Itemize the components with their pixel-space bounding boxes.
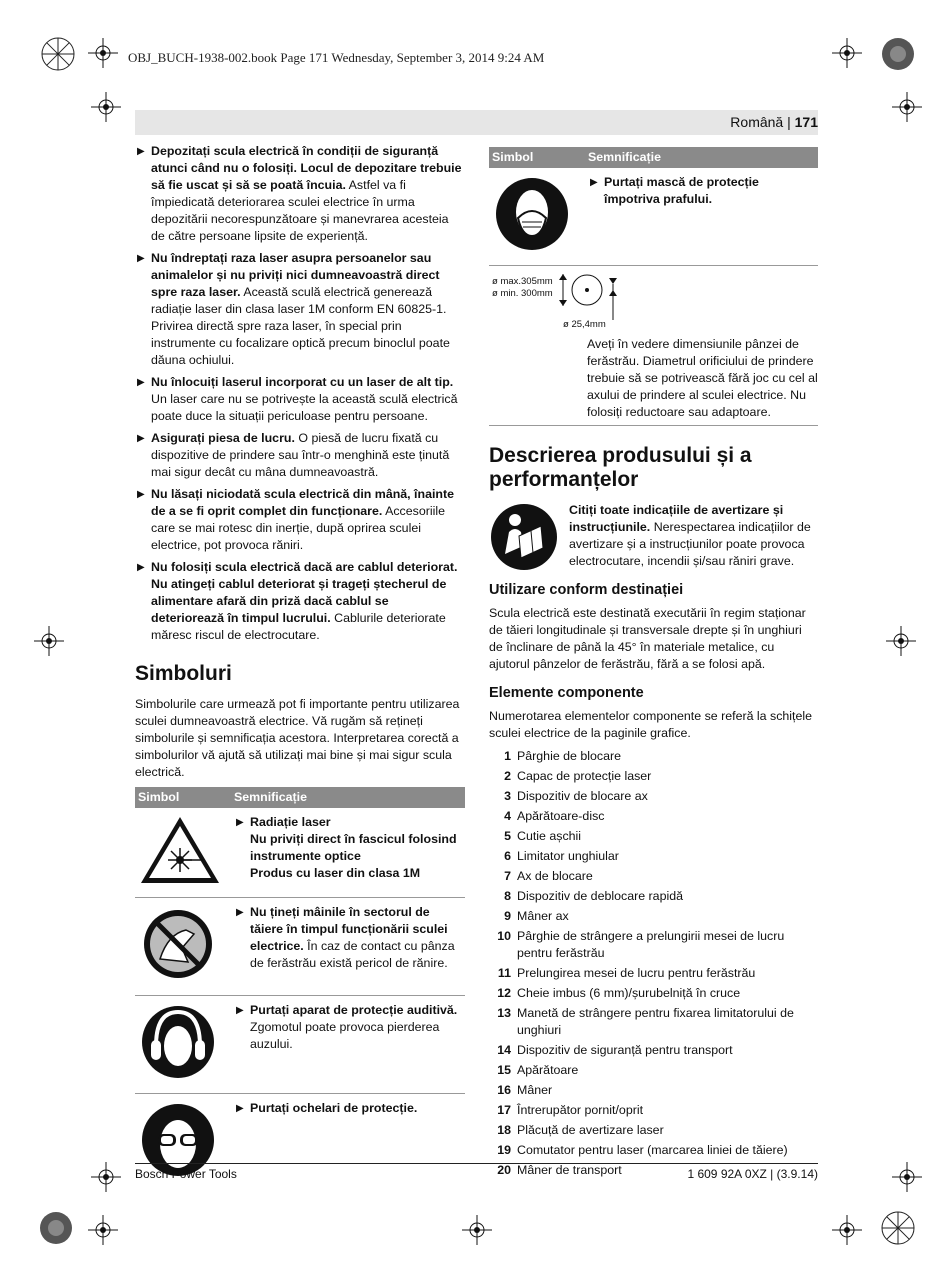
crosshair-icon [886,626,916,656]
symbol-table-right: Simbol Semnificație ▶ Purtați mască de protecție împotriva prafului. [489,147,818,266]
list-item: 20 Mâner de transport [497,1163,622,1177]
bullet-triangle-icon: ▶ [137,433,145,444]
blade-dimension-figure [489,266,818,328]
dust-mask-icon [492,174,572,254]
registration-mark-bottom-right [880,1210,916,1246]
list-item: 15 Apărătoare [497,1063,579,1077]
crosshair-icon [88,38,118,68]
list-item: 4 Apărătoare-disc [504,809,605,823]
safety-item: ▶ Nu înlocuiți laserul incorporat cu un laser de alt tip. Un laser care nu se potrivește la această sculă electrică poate duce la situații periculoase pentru persoane. [137,375,458,423]
section-title-utilizare: Utilizare conform destinației [489,582,684,598]
list-item: 12 Cheie imbus (6 mm)/șurubelniță în cruce [497,986,741,1000]
list-item: 18 Plăcuță de avertizare laser [497,1123,664,1137]
list-item: 1 Pârghie de blocare [504,749,622,763]
section-title-elemente: Elemente componente [489,685,644,701]
list-item: 3 Dispozitiv de blocare ax [504,789,648,803]
safety-item: ▶ Nu lăsați niciodată scula electrică din mână, înainte de a se fi oprit complet din funcționare. Accesoriile care se mai rotesc din inerție, după oprirea sculei electrice, pot provoca răniri. [137,487,454,552]
crosshair-icon [832,1215,862,1245]
read-manual-icon [489,502,559,572]
footer-brand: Bosch Power Tools [135,1167,237,1181]
crosshair-icon [91,1162,121,1192]
bullet-triangle-icon: ▶ [137,253,145,264]
blade-note: Aveți în vedere dimensiunile pânzei de ferăstrău. Diametrul orificiului de prindere trebuie să se potrivească fără joc cu cel al axului de prindere al sculei electrice. Nu folosiți reductoare sau adaptoare. [587,337,818,419]
blade-bore-diameter: ø 25,4mm [563,319,606,330]
laser-warning-icon [138,814,222,886]
page-number: 171 [794,114,818,130]
crosshair-icon [88,1215,118,1245]
bullet-triangle-icon: ▶ [137,146,145,157]
saw-blade-icon [557,270,627,322]
warning-note: Citiți toate indicațiile de avertizare și instrucțiunile. Nerespectarea indicațiilor de avertizare și a instrucțiunilor poate provoca electrocutare, incendii și/sau răniri grave. [569,503,811,568]
page-header: Română | 171 [730,114,818,130]
col-header-symbol: Simbol [138,790,180,804]
no-hands-icon [138,904,218,984]
blade-min-diameter: ø min. 300mm [492,288,553,299]
safety-item: ▶ Asigurați piesa de lucru. O piesă de lucru fixată cu dispozitive de prindere sau într-o menghină este ținută mai sigur decât cu mâna dumneavoastră. [137,431,450,479]
footer-rule [135,1163,818,1164]
list-item: 11 Prelungirea mesei de lucru pentru ferăstrău [497,966,756,980]
list-item: 9 Mâner ax [504,909,569,923]
crosshair-icon [34,626,64,656]
crosshair-icon [892,92,922,122]
safety-item: ▶ Nu îndreptați raza laser asupra persoanelor sau animalelor și nu priviți nici dumneavoastră direct spre raza laser. Această sculă electrică generează radiație laser din clasa laser 1M conform EN 60825-1. Privirea directă spre raza laser, în special prin instrumente cu focalizare optică precum binoclul poate dăuna ochiului. [137,251,450,367]
list-item: 17 Întrerupător pornit/oprit [497,1103,644,1117]
list-item: 6 Limitator unghiular [504,849,619,863]
list-item: 10 Pârghie de strângere a prelungirii mesei de lucru pentru ferăstrău [497,929,785,960]
footer-code: 1 609 92A 0XZ | (3.9.14) [687,1167,818,1181]
col-header-meaning: Semnificație [588,150,661,164]
crosshair-icon [892,1162,922,1192]
bullet-triangle-icon: ▶ [137,489,145,500]
utilizare-text: Scula electrică este destinată executării în regim staționar de tăieri longitudinale și transversale drepte și în unghiuri de înclinare de până la 45° în materiale metalice, cu ajutorul pânzelor de ferăstrău, fără a se folosi apă. [489,606,806,671]
list-item: 5 Cutie așchii [504,829,582,843]
list-item: 13 Manetă de strângere pentru fixarea limitatorului de unghiuri [497,1006,794,1037]
registration-mark-top-left [40,36,76,72]
list-item: 19 Comutator pentru laser (marcarea liniei de tăiere) [497,1143,788,1157]
print-slug: OBJ_BUCH-1938-002.book Page 171 Wednesday, September 3, 2014 9:24 AM [128,50,545,65]
left-column [135,143,465,1191]
list-item: 16 Mâner [497,1083,553,1097]
right-column [489,147,818,1182]
component-list [489,748,818,1179]
col-header-meaning: Semnificație [234,790,307,804]
safety-item: ▶ Nu folosiți scula electrică dacă are cablul deteriorat. Nu atingeți cablul deteriorat și trageți ștecherul de alimentare afară din priză dacă cablul se deteriorează în timpul lucrului. Cablurile deteriorate măresc riscul de electrocutare. [137,560,458,642]
col-header-symbol: Simbol [492,150,534,164]
symbol-table-left: Simbol Semnificație ▶ Radiație laser Nu priviți direct în fascicul folosind instrumente optice Produs cu laser din clasa 1M ▶ Nu țineți mâinile în sectorul de tăiere în timpul funcționării sculei electrice. În caz de contact cu pânza de ferăstrău există pericol de rănire. ▶ Purtați aparat de protecție auditivă. Zgomotul poate provoca pierderea auzului. ▶ Purtați ochelari de protecție. [135,787,465,1191]
crosshair-icon [91,92,121,122]
section-title-descriere: Descrierea produsului și a performanțelor [489,444,752,491]
list-item: 2 Capac de protecție laser [504,769,652,783]
registration-mark-top-right [880,36,916,72]
header-language: Română [730,114,784,130]
elemente-intro: Numerotarea elementelor componente se referă la schițele sculei electrice de la paginile grafice. [489,709,813,740]
list-item: 14 Dispozitiv de siguranță pentru transport [497,1043,733,1057]
bullet-triangle-icon: ▶ [137,377,145,388]
section-title-simboluri: Simboluri [135,662,232,685]
crosshair-icon [832,38,862,68]
blade-max-diameter: ø max.305mm [492,276,553,287]
hearing-protection-icon [138,1002,218,1082]
header-band [135,110,818,135]
bullet-triangle-icon: ▶ [137,562,145,573]
simboluri-intro: Simbolurile care urmează pot fi importante pentru utilizarea sculei dumneavoastră electrice. Vă rugăm să rețineți simbolurile și semnificația acestora. Interpretarea corectă a simbolurilor vă ajută să utilizați mai bine și mai sigur scula electrică. [135,697,460,779]
crosshair-icon [462,1215,492,1245]
list-item: 8 Dispozitiv de deblocare rapidă [504,889,683,903]
list-item: 7 Ax de blocare [504,869,593,883]
safety-item: ▶ Depozitați scula electrică în condiții de siguranță atunci când nu o folosiți. Locul de depozitare trebuie să fie uscat și să se poată încuia. Astfel va fi împiedicată deteriorarea sculei electrice în urma depozitării necorespunzătoare și manevrarea acesteia de către persoane lipsite de experiență. [137,144,462,243]
registration-mark-bottom-left [38,1210,74,1246]
